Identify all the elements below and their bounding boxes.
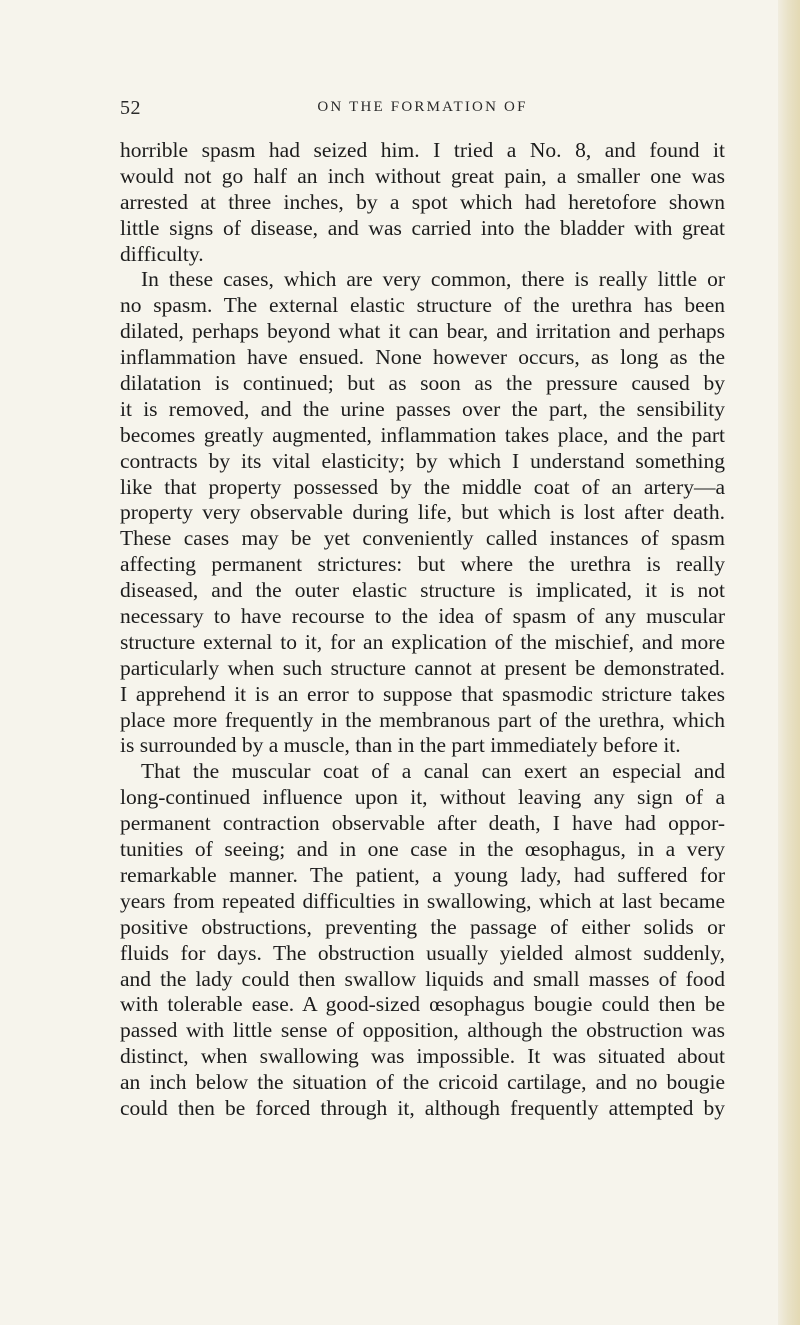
- text-line: That the muscular coat of a canal can exert an especial and: [141, 759, 725, 784]
- text-line: and the lady could then swallow liquids and small masses of food: [120, 966, 725, 991]
- text-line: structure external to it, for an explication of the mischief, and more: [120, 629, 725, 654]
- text-line: place more frequently in the membranous part of the urethra, which: [120, 707, 725, 732]
- text-line: remarkable manner. The patient, a young lady, had suffered for: [120, 862, 725, 887]
- text-line: horrible spasm had seized him. I tried a No. 8, and found it: [120, 138, 725, 162]
- text-line: years from repeated difficulties in swallowing, which at last became: [120, 888, 725, 913]
- text-line: passed with little sense of opposition, although the obstruction was: [120, 1018, 725, 1043]
- text-line: it is removed, and the urine passes over the part, the sensibility: [120, 396, 725, 421]
- text-line: arrested at three inches, by a spot which had heretofore shown: [120, 189, 725, 214]
- text-line: becomes greatly augmented, inflammation takes place, and the part: [120, 422, 725, 447]
- text-line: little signs of disease, and was carried into the bladder with great: [120, 215, 725, 240]
- running-title: ON THE FORMATION OF: [317, 99, 528, 115]
- text-line: In these cases, which are very common, there is really little or: [141, 267, 725, 292]
- text-line: dilated, perhaps beyond what it can bear, and irritation and perhaps: [120, 319, 725, 344]
- text-line: difficulty.: [120, 241, 204, 266]
- text-line: dilatation is continued; but as soon as the pressure caused by: [120, 371, 725, 396]
- text-line: These cases may be yet conveniently called instances of spasm: [120, 526, 725, 551]
- text-line: inflammation have ensued. None however occurs, as long as the: [120, 345, 725, 370]
- text-line: is surrounded by a muscle, than in the part immediately before it.: [120, 733, 681, 758]
- text-line: tunities of seeing; and in one case in the œsophagus, in a very: [120, 837, 725, 862]
- page-header: [120, 97, 725, 123]
- text-line: an inch below the situation of the cricoid cartilage, and no bougie: [120, 1070, 725, 1095]
- text-line: fluids for days. The obstruction usually yielded almost suddenly,: [120, 940, 725, 965]
- text-line: distinct, when swallowing was impossible. It was situated about: [120, 1044, 725, 1069]
- text-line: I apprehend it is an error to suppose that spasmodic stricture takes: [120, 681, 725, 706]
- text-line: like that property possessed by the middle coat of an artery—a: [120, 474, 725, 499]
- text-line: could then be forced through it, although frequently attempted by: [120, 1095, 725, 1120]
- page-edge: [778, 0, 800, 1325]
- page-number: 52: [120, 97, 141, 119]
- text-line: diseased, and the outer elastic structure is implicated, it is not: [120, 578, 725, 603]
- text-line: long-continued influence upon it, without leaving any sign of a: [120, 785, 725, 810]
- text-line: no spasm. The external elastic structure of the urethra has been: [120, 293, 725, 318]
- text-line: contracts by its vital elasticity; by which I understand something: [120, 448, 725, 473]
- text-line: particularly when such structure cannot at present be demonstrated.: [120, 655, 725, 680]
- text-line: property very observable during life, but which is lost after death.: [120, 500, 725, 525]
- text-line: affecting permanent strictures: but where the urethra is really: [120, 552, 725, 577]
- text-line: would not go half an inch without great pain, a smaller one was: [120, 163, 725, 188]
- text-line: with tolerable ease. A good-sized œsophagus bougie could then be: [120, 992, 725, 1017]
- text-line: necessary to have recourse to the idea of spasm of any muscular: [120, 604, 725, 629]
- text-line: permanent contraction observable after death, I have had oppor-: [120, 811, 725, 836]
- text-line: positive obstructions, preventing the passage of either solids or: [120, 914, 725, 939]
- body-text: [120, 138, 725, 1122]
